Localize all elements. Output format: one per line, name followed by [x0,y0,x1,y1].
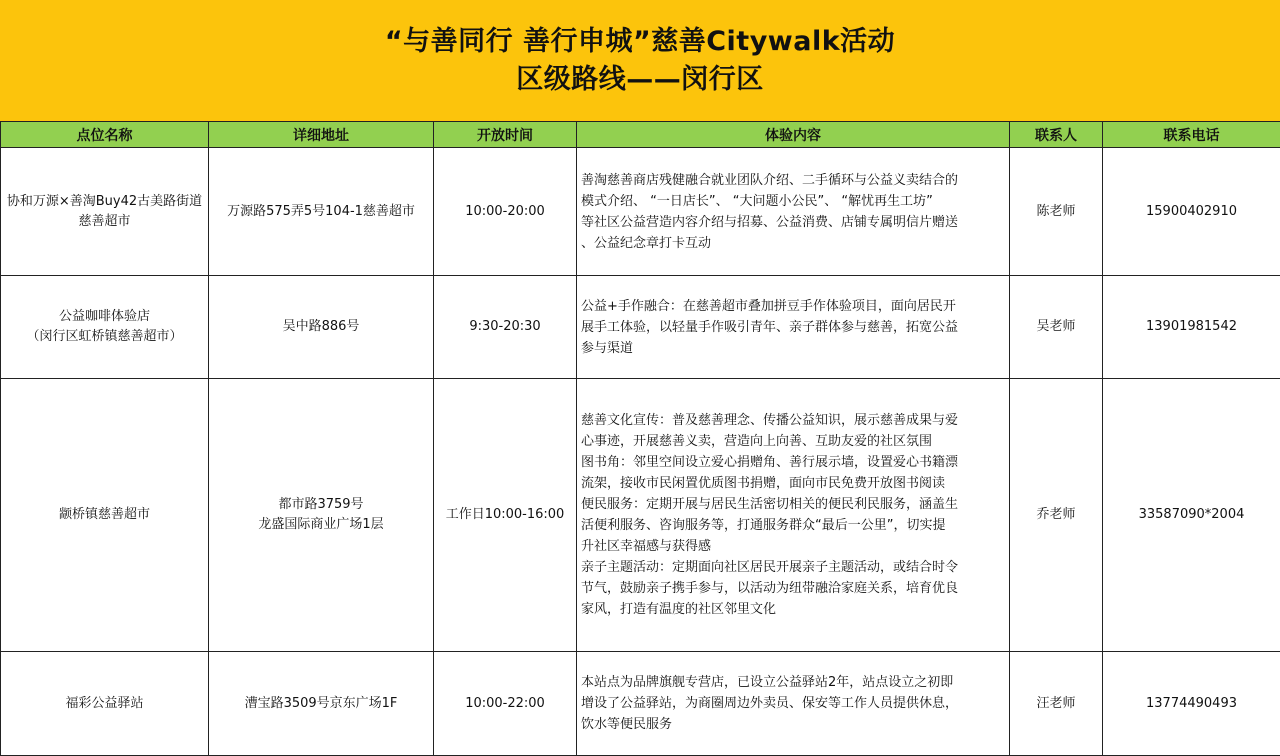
phone-cell[interactable]: 33587090*2004 [1103,379,1280,652]
header-location[interactable]: 点位名称 [1,122,209,148]
address-cell[interactable]: 漕宝路3509号京东广场1F [209,652,434,756]
content-line: 公益+手作融合：在慈善超市叠加拼豆手作体验项目，面向居民开 [581,296,1005,317]
hours-cell[interactable]: 10:00-20:00 [434,148,577,276]
header-hours[interactable]: 开放时间 [434,122,577,148]
content-line: 慈善文化宣传：普及慈善理念、传播公益知识，展示慈善成果与爱 [581,410,1005,431]
content-line: 本站点为品牌旗舰专营店，已设立公益驿站2年，站点设立之初即 [581,672,1005,693]
content-line: 节气，鼓励亲子携手参与，以活动为纽带融洽家庭关系，培育优良 [581,578,1005,599]
content-line: 家风，打造有温度的社区邻里文化 [581,599,1005,620]
address-line: 都市路3759号 [213,495,429,515]
content-line: 亲子主题活动：定期面向社区居民开展亲子主题活动，或结合时令 [581,557,1005,578]
content-line: 流架，接收市民闲置优质图书捐赠，面向市民免费开放图书阅读 [581,473,1005,494]
content-line: 心事迹，开展慈善义卖，营造向上向善、互助友爱的社区氛围 [581,431,1005,452]
contact-cell[interactable]: 乔老师 [1010,379,1103,652]
location-line: 公益咖啡体验店 [5,307,204,327]
content-line: 善淘慈善商店残健融合就业团队介绍、二手循环与公益义卖结合的 [581,170,1005,191]
header-row [1,122,1280,148]
contact-cell[interactable]: 汪老师 [1010,652,1103,756]
address-cell[interactable] [209,379,434,652]
header-contact[interactable]: 联系人 [1010,122,1103,148]
content-cell[interactable] [577,148,1010,276]
content-line: 便民服务：定期开展与居民生活密切相关的便民利民服务，涵盖生 [581,494,1005,515]
header-address[interactable]: 详细地址 [209,122,434,148]
location-line: （闵行区虹桥镇慈善超市） [5,327,204,347]
content-line: 展手工体验，以轻量手作吸引青年、亲子群体参与慈善，拓宽公益 [581,317,1005,338]
content-line: 、公益纪念章打卡互动 [581,233,1005,254]
title-banner [0,0,1280,122]
location-cell[interactable]: 颛桥镇慈善超市 [1,379,209,652]
hours-cell[interactable]: 9:30-20:30 [434,276,577,379]
content-cell[interactable] [577,276,1010,379]
table-row [1,276,1280,379]
content-cell[interactable] [577,379,1010,652]
header-content[interactable]: 体验内容 [577,122,1010,148]
hours-cell[interactable]: 10:00-22:00 [434,652,577,756]
location-cell[interactable]: 福彩公益驿站 [1,652,209,756]
content-line: 等社区公益营造内容介绍与招募、公益消费、店铺专属明信片赠送 [581,212,1005,233]
content-line: 活便利服务、咨询服务等，打通服务群众“最后一公里”，切实提 [581,515,1005,536]
location-cell[interactable]: 协和万源×善淘Buy42古美路街道慈善超市 [1,148,209,276]
contact-cell[interactable]: 陈老师 [1010,148,1103,276]
title-line-2: 区级路线——闵行区 [516,61,764,99]
address-line: 龙盛国际商业广场1层 [213,515,429,535]
phone-cell[interactable]: 15900402910 [1103,148,1280,276]
content-line: 参与渠道 [581,338,1005,359]
header-phone[interactable]: 联系电话 [1103,122,1280,148]
address-cell[interactable]: 万源路575弄5号104-1慈善超市 [209,148,434,276]
location-cell[interactable] [1,276,209,379]
content-line: 升社区幸福感与获得感 [581,536,1005,557]
table-row [1,148,1280,276]
table-row [1,652,1280,756]
route-table [0,121,1280,756]
address-cell[interactable]: 吴中路886号 [209,276,434,379]
table-row [1,379,1280,652]
phone-cell[interactable]: 13774490493 [1103,652,1280,756]
content-line: 增设了公益驿站，为商圈周边外卖员、保安等工作人员提供休息， [581,693,1005,714]
phone-cell[interactable]: 13901981542 [1103,276,1280,379]
contact-cell[interactable]: 吴老师 [1010,276,1103,379]
content-line: 图书角：邻里空间设立爱心捐赠角、善行展示墙，设置爱心书籍漂 [581,452,1005,473]
content-cell[interactable] [577,652,1010,756]
content-line: 模式介绍、 “一日店长”、 “大问题小公民”、 “解忧再生工坊” [581,191,1005,212]
content-line: 饮水等便民服务 [581,714,1005,735]
title-line-1: “与善同行 善行申城”慈善Citywalk活动 [385,23,895,61]
hours-cell[interactable]: 工作日10:00-16:00 [434,379,577,652]
